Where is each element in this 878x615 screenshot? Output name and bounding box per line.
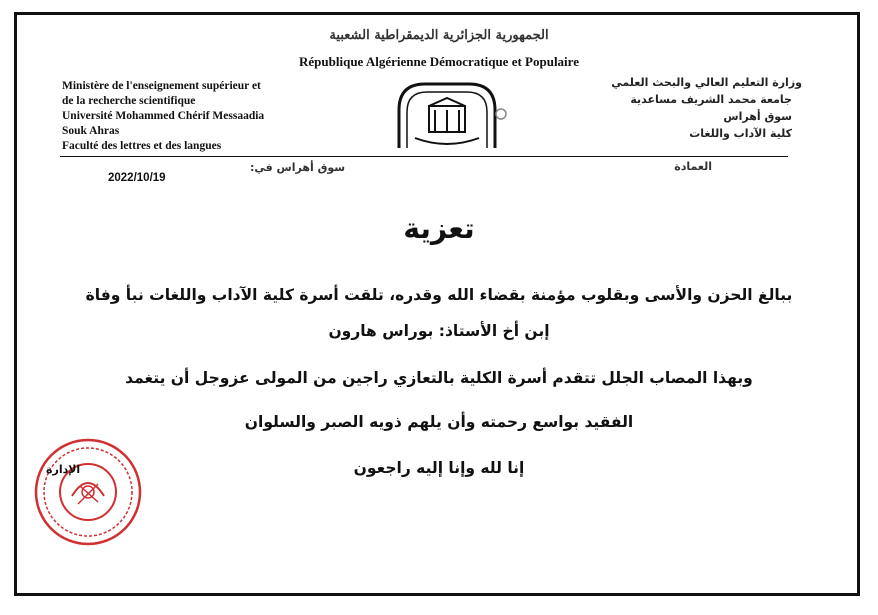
arabic-faculty-line: كلية الآداب واللغات (689, 127, 792, 140)
french-ministry-line-1: Ministère de l'enseignement supérieur et (62, 80, 261, 92)
french-university-line: Université Mohammed Chérif Messaadia (62, 110, 265, 122)
french-republic-heading: République Algérienne Démocratique et Populaire (299, 54, 579, 69)
french-city-line: Souk Ahras (62, 125, 120, 137)
letter-title: تعزية (403, 212, 475, 245)
french-ministry-line-2: de la recherche scientifique (62, 95, 196, 107)
letter-line-3: وبهذا المصاب الجلل تتقدم أسرة الكلية بالتعازي راجين من المولى عزوجل أن يتغمد (125, 369, 753, 387)
french-institution-block (62, 79, 392, 154)
official-stamp-icon (32, 436, 144, 548)
arabic-university-line: جامعة محمد الشريف مساعدية (630, 93, 792, 106)
arabic-institution-block (492, 74, 802, 142)
dean-office-label: العمادة (674, 160, 712, 173)
arabic-city-line: سوق أهراس (723, 110, 792, 123)
header-divider (60, 156, 788, 157)
letter-line-1: ببالغ الحزن والأسى وبقلوب مؤمنة بقضاء الله وقدره، تلقت أسرة كلية الآداب واللغات نبأ وفاة (85, 286, 793, 304)
arabic-ministry-line: وزارة التعليم العالي والبحث العلمي (611, 76, 802, 89)
administration-label: الإدارة (46, 463, 81, 476)
letter-line-2: إبن أخ الأستاذ: بوراس هارون (328, 322, 550, 340)
letter-line-4: الفقيد بواسع رحمته وأن يلهم ذويه الصبر والسلوان (244, 413, 634, 431)
university-logo-icon (385, 76, 509, 154)
document-date: 2022/10/19 (108, 172, 166, 184)
place-label: سوق أهراس في: (250, 161, 346, 174)
french-faculty-line: Faculté des lettres et des langues (62, 140, 222, 152)
letter-line-5: إنا لله وإنا إليه راجعون (353, 459, 525, 477)
arabic-republic-heading: الجمهورية الجزائرية الديمقراطية الشعبية (329, 28, 549, 43)
